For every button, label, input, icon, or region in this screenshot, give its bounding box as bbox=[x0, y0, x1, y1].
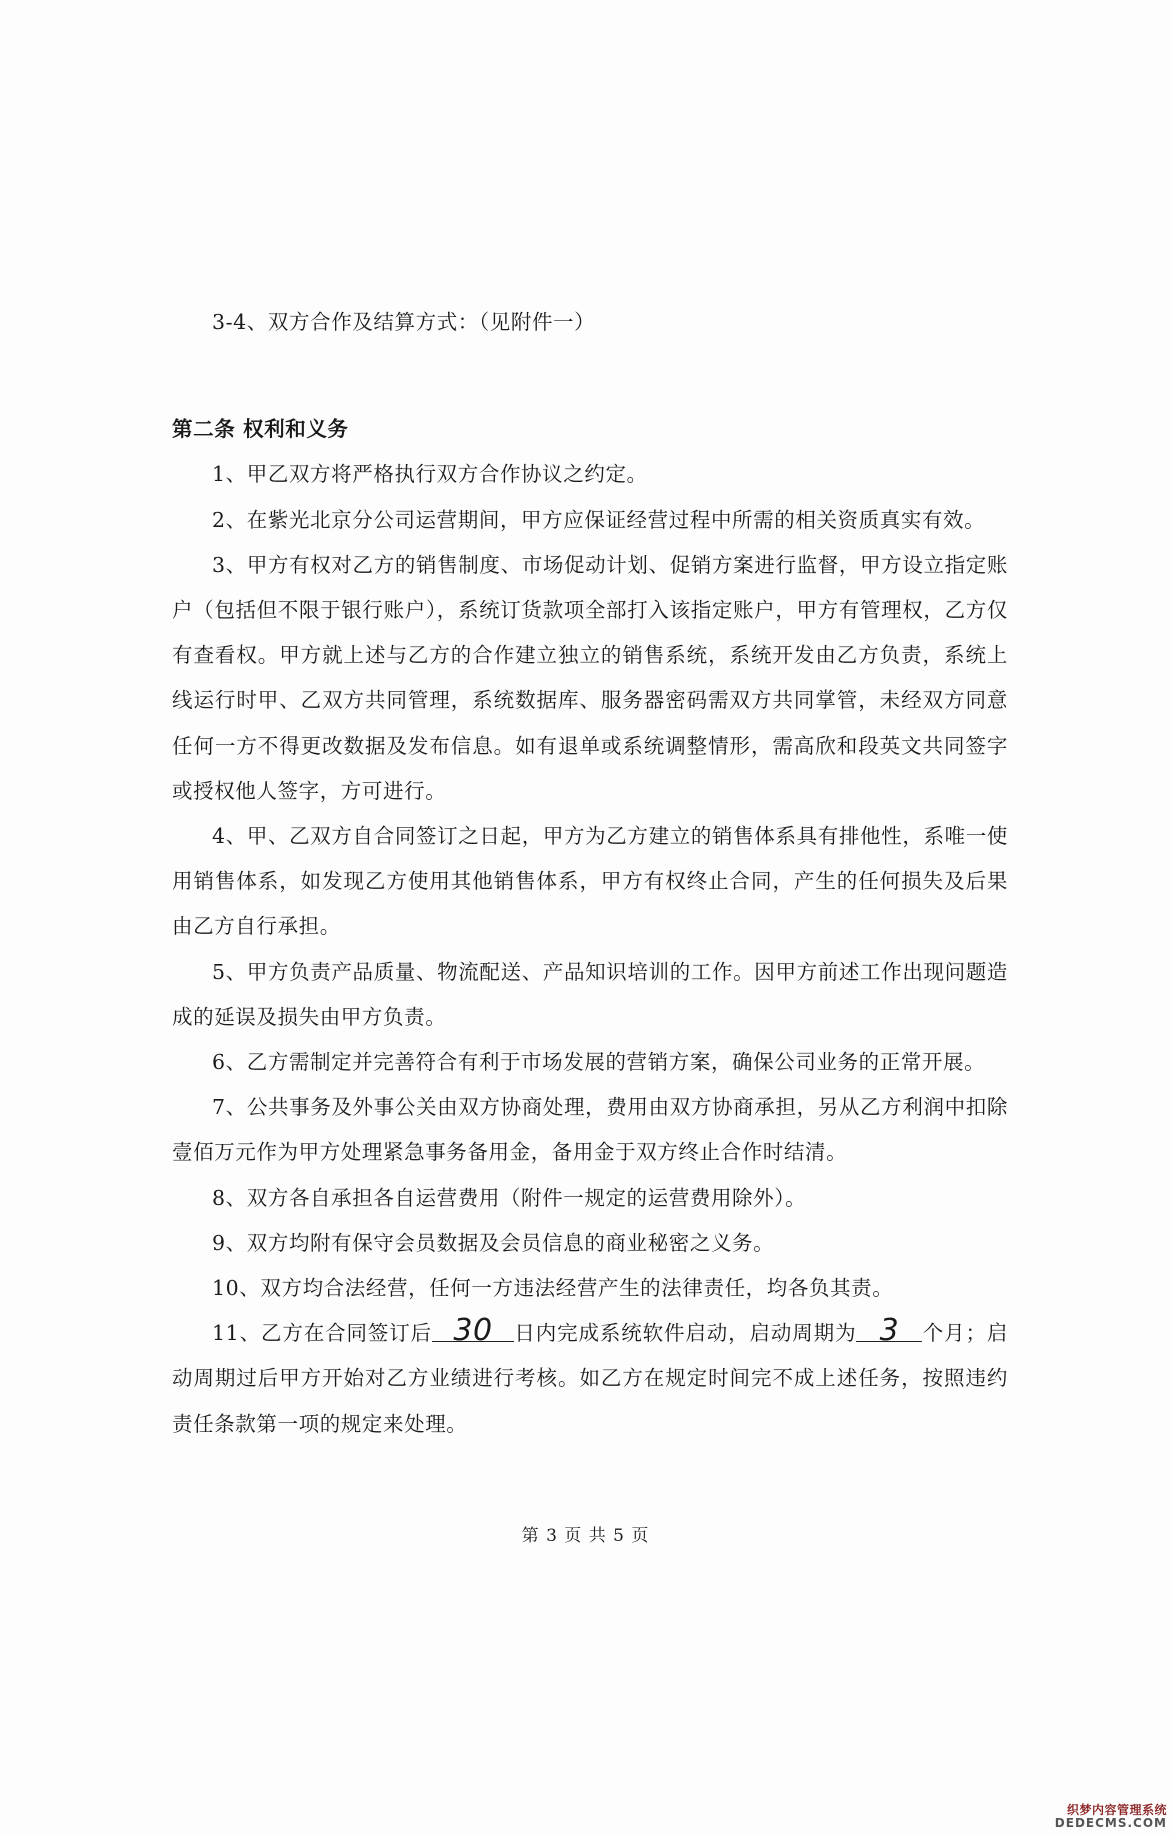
clause-5: 5、甲方负责产品质量、物流配送、产品知识培训的工作。因甲方前述工作出现问题造成的延误及损失由甲方负责。 bbox=[172, 959, 1008, 1029]
document-body bbox=[172, 300, 1008, 1447]
clause-1: 1、甲乙双方将严格执行双方合作协议之约定。 bbox=[212, 462, 648, 487]
clause-10: 10、双方均合法经营，任何一方违法经营产生的法律责任，均各负其责。 bbox=[212, 1276, 894, 1301]
section-title: 第二条 权利和义务 bbox=[172, 417, 349, 442]
watermark-cn: 织梦内容管理系统 bbox=[1066, 1802, 1167, 1817]
clause-2: 2、在紫光北京分公司运营期间，甲方应保证经营过程中所需的相关资质真实有效。 bbox=[212, 507, 986, 532]
clause-4: 4、甲、乙双方自合同签订之日起，甲方为乙方建立的销售体系具有排他性，系唯一使用销售体系，如发现乙方使用其他销售体系，甲方有权终止合同，产生的任何损失及后果由乙方自行承担。 bbox=[172, 824, 1008, 939]
clause-11-part1: 11、乙方在合同签订后 bbox=[212, 1321, 433, 1346]
clause-11-part3: 个月；启动周期过后甲方开始对乙方业绩进行考核。如乙方在规定时间完不成上述任务，按照违约责任条款第一项的规定来处理。 bbox=[172, 1321, 1009, 1436]
handwritten-days: 30 bbox=[432, 1321, 514, 1342]
site-watermark bbox=[1055, 1804, 1167, 1830]
clause-9: 9、双方均附有保守会员数据及会员信息的商业秘密之义务。 bbox=[212, 1230, 775, 1255]
clause-8: 8、双方各自承担各自运营费用（附件一规定的运营费用除外）。 bbox=[212, 1185, 807, 1210]
handwritten-months: 3 bbox=[856, 1321, 922, 1342]
page-number: 第 3 页 共 5 页 bbox=[521, 1526, 650, 1546]
clause-3: 3、甲方有权对乙方的销售制度、市场促动计划、促销方案进行监督，甲方设立指定账户（包括但不限于银行账户），系统订货款项全部打入该指定账户，甲方有管理权，乙方仅有查看权。甲方就上述与乙方的合作建立独立的销售系统，系统开发由乙方负责，系统上线运行时甲、乙双方共同管理，系统数据库、服务器密码需双方共同掌管，未经双方同意任何一方不得更改数据及发布信息。如有退单或系统调整情形，需高欣和段英文共同签字或授权他人签字，方可进行。 bbox=[172, 552, 1008, 803]
clause-11-part2: 日内完成系统软件启动，启动周期为 bbox=[514, 1321, 857, 1346]
clause-6: 6、乙方需制定并完善符合有利于市场发展的营销方案，确保公司业务的正常开展。 bbox=[212, 1050, 986, 1075]
settlement-method-line: 3-4、双方合作及结算方式：（见附件一） bbox=[212, 310, 596, 334]
clause-11 bbox=[172, 1311, 1008, 1447]
watermark-en: DEDECMS.COM bbox=[1054, 1815, 1167, 1830]
clause-7: 7、公共事务及外事公关由双方协商处理，费用由双方协商承担，另从乙方利润中扣除壹佰万元作为甲方处理紧急事务备用金，备用金于双方终止合作时结清。 bbox=[172, 1095, 1008, 1165]
